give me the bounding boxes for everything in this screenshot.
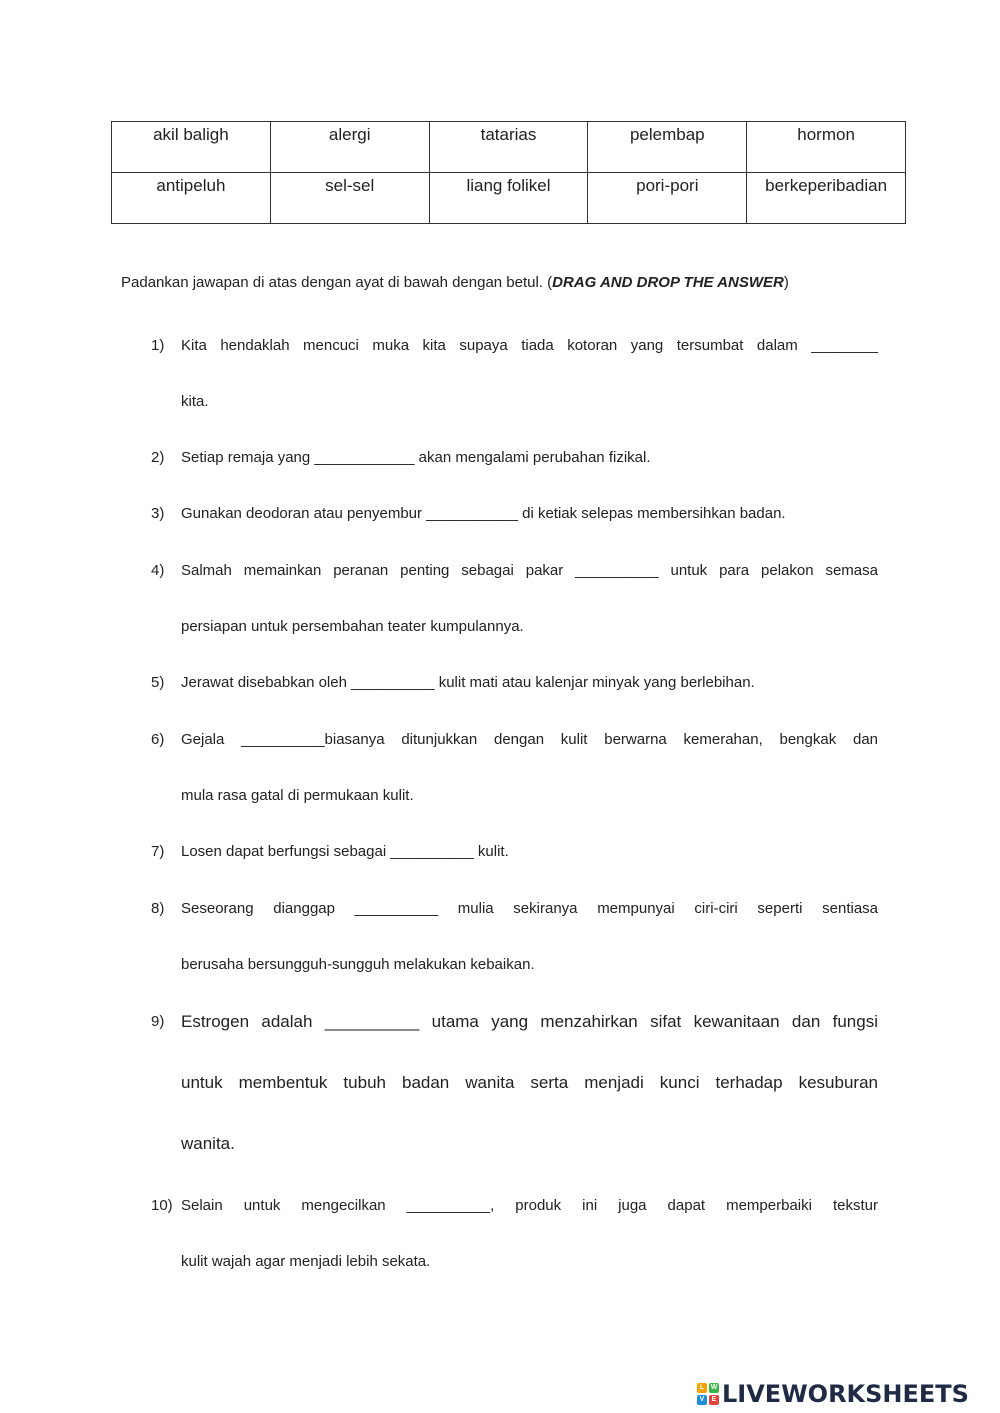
question-number: 2) <box>151 449 165 466</box>
question-text: Gejala __________biasanya ditunjukkan dengan kulit berwarna kemerahan, bengkak dan <box>181 731 878 748</box>
word-bank-row <box>112 173 906 224</box>
word-bank-cell[interactable]: hormon <box>747 122 906 173</box>
question-number: 6) <box>151 731 165 748</box>
logo-tiles-icon <box>697 1383 719 1405</box>
word-bank-table <box>111 121 906 224</box>
logo-tile: E <box>709 1395 719 1405</box>
question-number: 1) <box>151 337 165 354</box>
question-text: Selain untuk mengecilkan __________, produk ini juga dapat memperbaiki tekstur <box>181 1197 878 1214</box>
question-text: Jerawat disebabkan oleh __________ kulit mati atau kalenjar minyak yang berlebihan. <box>181 674 755 691</box>
logo-tile: W <box>710 1384 718 1391</box>
question-text: Seseorang dianggap __________ mulia sekiranya mempunyai ciri-ciri seperti sentiasa <box>181 900 878 917</box>
question-number: 5) <box>151 674 165 691</box>
liveworksheets-logo[interactable] <box>697 1377 969 1411</box>
question-text: kita. <box>181 393 209 410</box>
question-text: kulit wajah agar menjadi lebih sekata. <box>181 1253 431 1270</box>
logo-tile: V <box>697 1395 707 1405</box>
question-number: 3) <box>151 505 165 522</box>
question-text: Salmah memainkan peranan penting sebagai pakar __________ untuk para pelakon semasa <box>181 562 878 579</box>
instruction-text: Padankan jawapan di atas dengan ayat di bawah dengan betul. (DRAG AND DROP THE ANSWER) <box>121 274 789 291</box>
question-number: 10) <box>151 1197 173 1214</box>
question-text: persiapan untuk persembahan teater kumpulannya. <box>181 618 524 635</box>
question-number: 8) <box>151 900 165 917</box>
word-bank-cell[interactable]: pori-pori <box>588 173 747 224</box>
logo-tile: L <box>697 1383 707 1393</box>
word-bank-row <box>112 122 906 173</box>
question-text: wanita. <box>181 1134 235 1153</box>
question-number: 9) <box>151 1013 165 1030</box>
question-text: untuk membentuk tubuh badan wanita serta menjadi kunci terhadap kesuburan <box>181 1073 878 1092</box>
word-bank-cell[interactable]: antipeluh <box>112 173 271 224</box>
word-bank-cell[interactable]: tatarias <box>429 122 588 173</box>
word-bank-cell[interactable]: sel-sel <box>270 173 429 224</box>
word-bank-cell[interactable]: pelembap <box>588 122 747 173</box>
question-text: Gunakan deodoran atau penyembur ___________ di ketiak selepas membersihkan badan. <box>181 505 786 522</box>
question-text: Kita hendaklah mencuci muka kita supaya tiada kotoran yang tersumbat dalam ________ <box>181 337 878 354</box>
question-number: 4) <box>151 562 165 579</box>
logo-text: LIVEWORKSHEETS <box>722 1380 969 1408</box>
question-text: berusaha bersungguh-sungguh melakukan kebaikan. <box>181 956 535 973</box>
question-text: Losen dapat berfungsi sebagai __________ kulit. <box>181 843 509 860</box>
instruction-emphasis: DRAG AND DROP THE ANSWER <box>552 274 784 291</box>
question-text: Estrogen adalah __________ utama yang menzahirkan sifat kewanitaan dan fungsi <box>181 1012 878 1031</box>
question-number: 7) <box>151 843 165 860</box>
word-bank-cell[interactable]: liang folikel <box>429 173 588 224</box>
question-text: Setiap remaja yang ____________ akan mengalami perubahan fizikal. <box>181 449 651 466</box>
word-bank-cell[interactable]: berkeperibadian <box>747 173 906 224</box>
word-bank-cell[interactable]: alergi <box>270 122 429 173</box>
word-bank-cell[interactable]: akil baligh <box>112 122 271 173</box>
question-text: mula rasa gatal di permukaan kulit. <box>181 787 414 804</box>
